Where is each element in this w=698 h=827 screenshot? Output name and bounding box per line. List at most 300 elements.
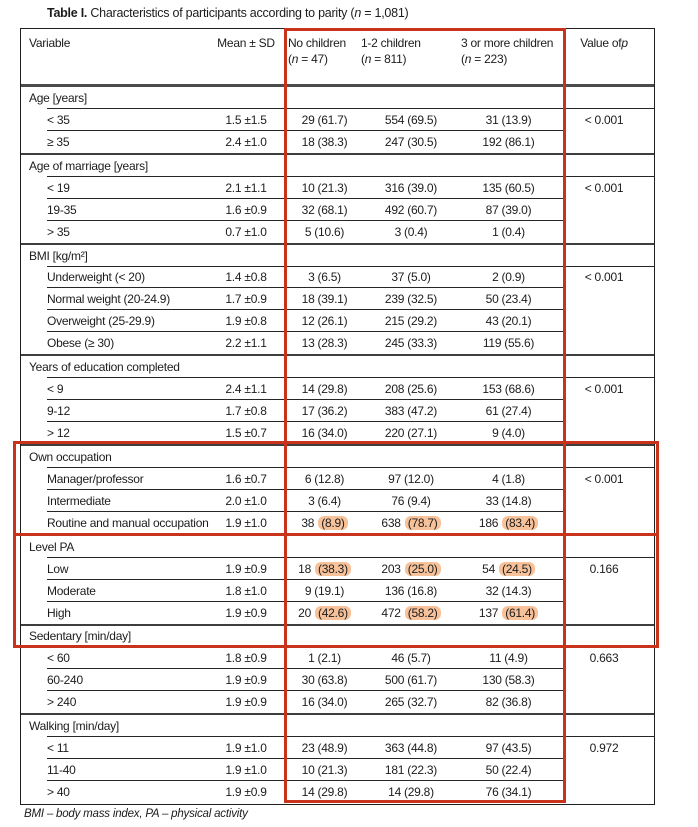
- column-header-group-label: 1-2 children: [361, 36, 421, 50]
- percentage-value: (61.7): [407, 673, 438, 688]
- count-value: 43: [485, 314, 499, 329]
- row-group-value-2: [461, 131, 556, 153]
- count-value: 119: [482, 336, 502, 351]
- percentage-value: (29.8): [317, 382, 348, 397]
- row-variable-label: Normal weight (20-24.9): [47, 292, 170, 307]
- row-mean-sd: 1.5 ±1.5: [225, 112, 267, 127]
- section-header-row: [21, 446, 654, 468]
- row-mean-sd: 1.9 ±0.9: [225, 673, 267, 688]
- row-mean-sd: 1.7 ±0.9: [225, 292, 267, 307]
- percentage-value: (58.3): [504, 673, 535, 688]
- count-value: 153: [482, 382, 502, 397]
- row-mean-sd: 1.9 ±0.9: [225, 695, 267, 710]
- count-value: 50: [485, 292, 499, 307]
- percentage-value: (48.9): [317, 741, 348, 756]
- highlighted-percentage: (78.7): [405, 516, 441, 530]
- percentage-value: (28.3): [317, 336, 348, 351]
- percentage-value: (13.9): [501, 112, 532, 127]
- row-spacer: [271, 199, 288, 221]
- count-value: 265: [384, 695, 405, 710]
- count-value: 14: [301, 382, 315, 397]
- table-row: [21, 310, 654, 332]
- count-value: 50: [485, 763, 499, 778]
- count-value: 32: [485, 583, 499, 598]
- count-value: 316: [384, 180, 405, 195]
- table-row: [21, 512, 654, 534]
- percentage-value: (39.0): [501, 202, 532, 217]
- row-group-value-1: [361, 737, 461, 759]
- row-spacer: [556, 737, 566, 759]
- row-variable-label: > 35: [47, 224, 70, 239]
- count-value: 1: [492, 224, 499, 239]
- row-spacer: [271, 580, 288, 602]
- row-spacer: [556, 221, 566, 243]
- section-walking: [21, 713, 654, 803]
- section-header-row: [21, 536, 654, 558]
- row-variable-label: Overweight (25-29.9): [47, 314, 155, 329]
- percentage-value: (32.5): [407, 292, 438, 307]
- row-spacer: [556, 310, 566, 332]
- row-spacer: [271, 109, 288, 131]
- row-group-value-1: [361, 332, 461, 354]
- row-group-value-0: [288, 558, 361, 580]
- row-group-value-2: [461, 580, 556, 602]
- row-variable-label: 60-240: [47, 673, 83, 688]
- highlighted-percentage: (24.5): [499, 562, 535, 576]
- row-spacer: [556, 131, 566, 153]
- section-header-label: Years of education completed: [29, 360, 180, 375]
- row-group-value-0: [288, 310, 361, 332]
- count-value: 33: [485, 493, 499, 508]
- table-title-number: Table I.: [47, 6, 88, 20]
- row-group-value-1: [361, 199, 461, 221]
- row-group-value-0: [288, 332, 361, 354]
- row-p-value: [566, 310, 654, 332]
- highlighted-percentage: (25.0): [405, 562, 441, 576]
- percentage-value: (9.4): [407, 493, 431, 508]
- row-group-value-2: [461, 378, 556, 400]
- column-header-group-label: 3 or more children: [461, 36, 554, 50]
- row-mean-sd: 1.9 ±0.9: [225, 561, 267, 576]
- count-value: 31: [485, 112, 499, 127]
- percentage-value: (30.5): [407, 134, 438, 149]
- row-spacer: [556, 177, 566, 199]
- percentage-value: (36.8): [501, 695, 532, 710]
- row-group-value-1: [361, 400, 461, 422]
- row-spacer: [271, 490, 288, 512]
- percentage-value: (12.8): [314, 471, 345, 486]
- row-mean-sd: 1.9 ±1.0: [225, 763, 267, 778]
- row-mean-sd: 1.8 ±0.9: [225, 651, 267, 666]
- percentage-value: (2.1): [317, 651, 341, 666]
- count-value: 30: [301, 673, 315, 688]
- table-row: [21, 177, 654, 199]
- percentage-value: (21.3): [317, 180, 348, 195]
- row-variable-label: Underweight (< 20): [47, 270, 145, 285]
- percentage-value: (60.5): [504, 180, 535, 195]
- table-row: [21, 580, 654, 602]
- count-value: 135: [482, 180, 502, 195]
- row-p-value: [566, 288, 654, 310]
- percentage-value: (29.8): [404, 785, 434, 800]
- row-group-value-0: [288, 759, 361, 781]
- percentage-value: (26.1): [317, 314, 348, 329]
- row-variable-label: Obese (≥ 30): [47, 336, 114, 351]
- percentage-value: (0.9): [501, 270, 525, 285]
- percentage-value: (12.0): [404, 471, 434, 486]
- row-mean-sd: 2.1 ±1.1: [225, 180, 267, 195]
- row-p-value: < 0.001: [584, 471, 624, 486]
- table-title-n-value: = 1,081): [361, 6, 409, 20]
- row-spacer: [556, 602, 566, 624]
- row-variable-label: < 19: [47, 180, 70, 195]
- row-group-value-2: [461, 737, 556, 759]
- percentage-value: (39.0): [407, 180, 438, 195]
- percentage-value: (55.6): [504, 336, 535, 351]
- percentage-value: (5.7): [407, 651, 431, 666]
- row-spacer: [556, 378, 566, 400]
- highlighted-percentage: (8.9): [318, 516, 347, 530]
- row-spacer: [271, 131, 288, 153]
- row-group-value-1: [361, 177, 461, 199]
- row-group-value-2: [461, 759, 556, 781]
- row-p-value: [566, 781, 654, 803]
- percentage-value: (0.4): [501, 224, 525, 239]
- count-value: 76: [391, 493, 405, 508]
- percentage-value: (21.3): [317, 763, 348, 778]
- count-value: 23: [301, 741, 315, 756]
- row-group-value-2: [461, 400, 556, 422]
- count-value: 82: [485, 695, 499, 710]
- section-header-label: Own occupation: [29, 449, 112, 464]
- row-group-value-1: [361, 512, 461, 534]
- section-header-row: [21, 245, 654, 267]
- row-group-value-0: [288, 468, 361, 490]
- count-value: 1: [308, 651, 315, 666]
- highlighted-percentage: (61.4): [502, 606, 538, 620]
- row-group-value-0: [288, 199, 361, 221]
- percentage-value: (14.8): [501, 493, 532, 508]
- row-mean-sd: 0.7 ±1.0: [225, 224, 267, 239]
- count-value: 638: [381, 515, 401, 530]
- row-variable-label: < 60: [47, 651, 70, 666]
- count-value: 10: [301, 180, 315, 195]
- percentage-value: (47.2): [407, 404, 438, 419]
- row-group-value-2: [461, 490, 556, 512]
- row-spacer: [556, 199, 566, 221]
- header-spacer: [271, 29, 288, 84]
- percentage-value: (68.1): [317, 202, 348, 217]
- row-p-value: [566, 691, 654, 713]
- percentage-value: (43.5): [501, 741, 532, 756]
- count-value: 130: [482, 673, 502, 688]
- percentage-value: (14.3): [501, 583, 532, 598]
- count-value: 46: [391, 651, 405, 666]
- column-header-group-2: [461, 29, 556, 84]
- row-group-value-2: [461, 647, 556, 669]
- count-value: 181: [384, 763, 405, 778]
- row-group-value-1: [361, 580, 461, 602]
- row-group-value-0: [288, 267, 361, 289]
- count-value: 192: [482, 134, 502, 149]
- percentage-value: (22.4): [501, 763, 532, 778]
- count-value: 18: [301, 134, 315, 149]
- table-row: [21, 422, 654, 444]
- row-spacer: [271, 267, 288, 289]
- count-value: 17: [301, 404, 315, 419]
- table-title-n-italic: n: [354, 6, 362, 20]
- row-group-value-0: [288, 490, 361, 512]
- row-spacer: [271, 378, 288, 400]
- row-p-value: [566, 490, 654, 512]
- count-value: 14: [301, 785, 315, 800]
- table-row: [21, 400, 654, 422]
- row-group-value-1: [361, 490, 461, 512]
- row-p-value: [566, 512, 654, 534]
- section-header-label: Age of marriage [years]: [29, 158, 148, 173]
- count-value: 554: [384, 112, 405, 127]
- row-spacer: [271, 310, 288, 332]
- table-row: [21, 221, 654, 243]
- table-title: [47, 6, 408, 20]
- n-italic: n: [464, 51, 472, 66]
- row-spacer: [556, 468, 566, 490]
- row-group-value-2: [461, 288, 556, 310]
- row-group-value-2: [461, 512, 556, 534]
- row-spacer: [271, 691, 288, 713]
- row-group-value-1: [361, 691, 461, 713]
- row-variable-label: > 40: [47, 785, 70, 800]
- row-group-value-1: [361, 109, 461, 131]
- row-mean-sd: 1.9 ±1.0: [225, 741, 267, 756]
- count-value: 137: [478, 605, 499, 620]
- count-value: 18: [301, 292, 315, 307]
- row-p-value: 0.972: [589, 741, 619, 756]
- column-header-group-1: [361, 29, 461, 84]
- row-group-value-2: [461, 310, 556, 332]
- section-sedentary: [21, 624, 654, 714]
- table-header-row: [21, 29, 654, 87]
- row-mean-sd: 1.9 ±0.9: [225, 785, 267, 800]
- percentage-value: (25.6): [407, 382, 438, 397]
- row-mean-sd: 1.8 ±1.0: [225, 583, 267, 598]
- count-value: 20: [298, 605, 311, 620]
- count-value: 3: [308, 493, 315, 508]
- row-variable-label: Manager/professor: [47, 471, 144, 486]
- section-bmi: [21, 243, 654, 355]
- percentage-value: (32.7): [407, 695, 438, 710]
- percentage-value: (4.9): [504, 651, 528, 666]
- column-header-group-label: No children: [288, 36, 346, 50]
- row-spacer: [271, 332, 288, 354]
- count-value: 37: [391, 270, 405, 285]
- percentage-value: (63.8): [317, 673, 348, 688]
- percentage-value: (27.1): [407, 426, 438, 441]
- count-value: 6: [304, 471, 312, 486]
- table-row: [21, 759, 654, 781]
- row-variable-label: 9-12: [47, 404, 71, 419]
- table-row: [21, 468, 654, 490]
- table-row: [21, 267, 654, 289]
- count-value: 4: [492, 471, 499, 486]
- highlighted-percentage: (58.2): [405, 606, 441, 620]
- percentage-value: (69.5): [407, 112, 438, 127]
- column-header-group-n: (n = 47): [288, 51, 328, 66]
- percentage-value: (34.1): [501, 785, 532, 800]
- percentage-value: (4.0): [501, 426, 525, 441]
- row-group-value-1: [361, 759, 461, 781]
- table-row: [21, 490, 654, 512]
- row-spacer: [271, 781, 288, 803]
- row-mean-sd: 1.4 ±0.8: [225, 270, 267, 285]
- table-row: [21, 602, 654, 624]
- percentage-value: (27.4): [501, 404, 532, 419]
- row-variable-label: High: [47, 605, 71, 620]
- row-p-value: [566, 332, 654, 354]
- count-value: 16: [301, 426, 315, 441]
- count-value: 245: [384, 336, 405, 351]
- row-group-value-2: [461, 669, 556, 691]
- row-variable-label: 19-35: [47, 202, 77, 217]
- count-value: 16: [301, 695, 315, 710]
- row-group-value-0: [288, 737, 361, 759]
- highlighted-percentage: (38.3): [315, 562, 351, 576]
- highlighted-percentage: (83.4): [502, 516, 538, 530]
- row-variable-label: 11-40: [47, 763, 76, 778]
- percentage-value: (34.0): [317, 695, 348, 710]
- row-group-value-1: [361, 310, 461, 332]
- section-age_marriage: [21, 153, 654, 243]
- percentage-value: (61.7): [317, 112, 348, 127]
- section-header-row: [21, 715, 654, 737]
- row-spacer: [556, 490, 566, 512]
- row-spacer: [556, 558, 566, 580]
- row-p-value: [566, 759, 654, 781]
- count-value: 97: [388, 471, 401, 486]
- row-group-value-1: [361, 131, 461, 153]
- table-row: [21, 199, 654, 221]
- table-row: [21, 691, 654, 713]
- row-group-value-0: [288, 647, 361, 669]
- count-value: 208: [384, 382, 405, 397]
- row-mean-sd: 1.5 ±0.7: [225, 426, 267, 441]
- section-header-label: Level PA: [29, 539, 75, 554]
- row-spacer: [271, 468, 288, 490]
- row-spacer: [556, 691, 566, 713]
- count-value: 220: [384, 426, 405, 441]
- row-spacer: [271, 737, 288, 759]
- row-variable-label: > 12: [47, 426, 70, 441]
- row-spacer: [556, 109, 566, 131]
- row-variable-label: Low: [47, 561, 69, 576]
- percentage-value: (5.0): [407, 270, 431, 285]
- table-footnote: BMI – body mass index, PA – physical activity: [24, 808, 248, 820]
- row-mean-sd: 2.4 ±1.1: [225, 382, 267, 397]
- section-level_pa: [21, 534, 654, 624]
- count-value: 239: [384, 292, 405, 307]
- row-spacer: [556, 400, 566, 422]
- n-italic: n: [291, 51, 299, 66]
- row-p-value: < 0.001: [584, 270, 624, 285]
- row-spacer: [556, 781, 566, 803]
- row-group-value-0: [288, 691, 361, 713]
- header-spacer: [556, 29, 566, 84]
- count-value: 186: [478, 515, 499, 530]
- row-group-value-0: [288, 131, 361, 153]
- row-p-value: [566, 669, 654, 691]
- row-p-value: [566, 221, 654, 243]
- row-spacer: [556, 422, 566, 444]
- n-italic: n: [364, 51, 372, 66]
- row-mean-sd: 1.9 ±1.0: [225, 515, 267, 530]
- row-group-value-0: [288, 580, 361, 602]
- table-row: [21, 647, 654, 669]
- row-spacer: [271, 759, 288, 781]
- section-header-label: BMI [kg/m²]: [29, 248, 88, 263]
- percentage-value: (60.7): [407, 202, 438, 217]
- row-p-value: [566, 580, 654, 602]
- count-value: 472: [381, 605, 401, 620]
- count-value: 54: [482, 561, 495, 576]
- section-header-row: [21, 155, 654, 177]
- row-group-value-2: [461, 199, 556, 221]
- row-group-value-0: [288, 781, 361, 803]
- row-group-value-2: [461, 468, 556, 490]
- percentage-value: (6.4): [317, 493, 341, 508]
- count-value: 9: [492, 426, 499, 441]
- p-italic: p: [621, 36, 628, 50]
- row-group-value-2: [461, 602, 556, 624]
- percentage-value: (86.1): [504, 134, 535, 149]
- row-mean-sd: 2.4 ±1.0: [225, 134, 267, 149]
- row-group-value-0: [288, 221, 361, 243]
- table-title-text: Characteristics of participants according to parity (: [87, 6, 355, 20]
- row-p-value: < 0.001: [584, 382, 624, 397]
- row-p-value: 0.166: [589, 561, 619, 576]
- count-value: 492: [384, 202, 405, 217]
- count-value: 18: [298, 561, 311, 576]
- section-own_occupation: [21, 444, 654, 534]
- count-value: 247: [384, 134, 405, 149]
- row-spacer: [556, 759, 566, 781]
- count-value: 87: [485, 202, 499, 217]
- row-spacer: [271, 177, 288, 199]
- row-group-value-2: [461, 558, 556, 580]
- count-value: 13: [301, 336, 315, 351]
- row-group-value-1: [361, 781, 461, 803]
- count-value: 3: [308, 270, 315, 285]
- row-group-value-2: [461, 221, 556, 243]
- row-p-value: [566, 131, 654, 153]
- percentage-value: (1.8): [501, 471, 525, 486]
- row-group-value-0: [288, 602, 361, 624]
- count-value: 9: [304, 583, 312, 598]
- row-spacer: [271, 400, 288, 422]
- row-group-value-1: [361, 558, 461, 580]
- percentage-value: (0.4): [404, 224, 428, 239]
- row-group-value-2: [461, 422, 556, 444]
- row-spacer: [556, 669, 566, 691]
- count-value: 10: [301, 763, 315, 778]
- column-header-variable: Variable: [29, 36, 71, 50]
- row-group-value-0: [288, 288, 361, 310]
- characteristics-table: [20, 28, 655, 805]
- row-spacer: [271, 221, 288, 243]
- row-variable-label: Routine and manual occupation: [47, 515, 209, 530]
- table-row: [21, 737, 654, 759]
- count-value: 136: [384, 583, 405, 598]
- count-value: 11: [489, 651, 502, 666]
